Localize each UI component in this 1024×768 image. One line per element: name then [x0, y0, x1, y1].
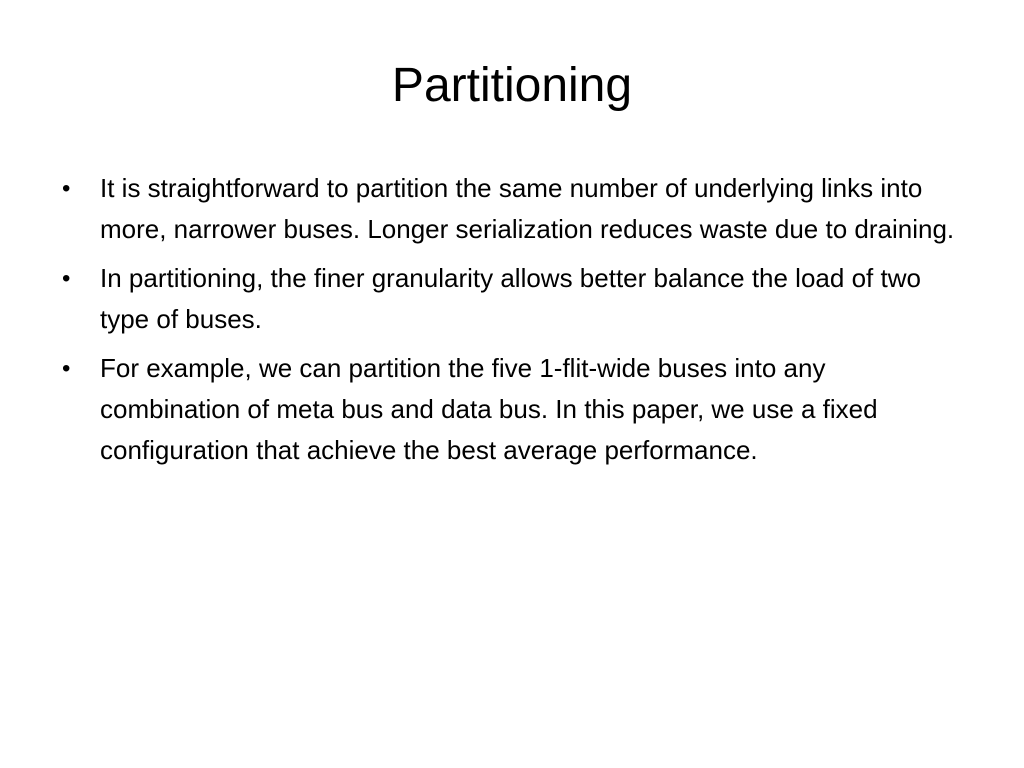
bullet-item: [62, 348, 962, 471]
bullet-item: [62, 258, 962, 340]
bullet-text: For example, we can partition the five 1-flit-wide buses into any combination of meta bus and data bus. In this paper, we use a fixed configuration that achieve the best average performance.: [100, 353, 878, 465]
bullet-text: In partitioning, the finer granularity allows better balance the load of two type of buses.: [100, 263, 921, 334]
bullet-icon: •: [62, 355, 71, 382]
bullet-icon: •: [62, 265, 71, 292]
slide-title: Partitioning: [391, 59, 633, 112]
bullet-list: [62, 168, 962, 479]
bullet-text: It is straightforward to partition the same number of underlying links into more, narrower buses. Longer serialization reduces waste due to draining.: [100, 173, 955, 244]
bullet-icon: •: [62, 175, 71, 202]
bullet-item: [62, 168, 962, 250]
